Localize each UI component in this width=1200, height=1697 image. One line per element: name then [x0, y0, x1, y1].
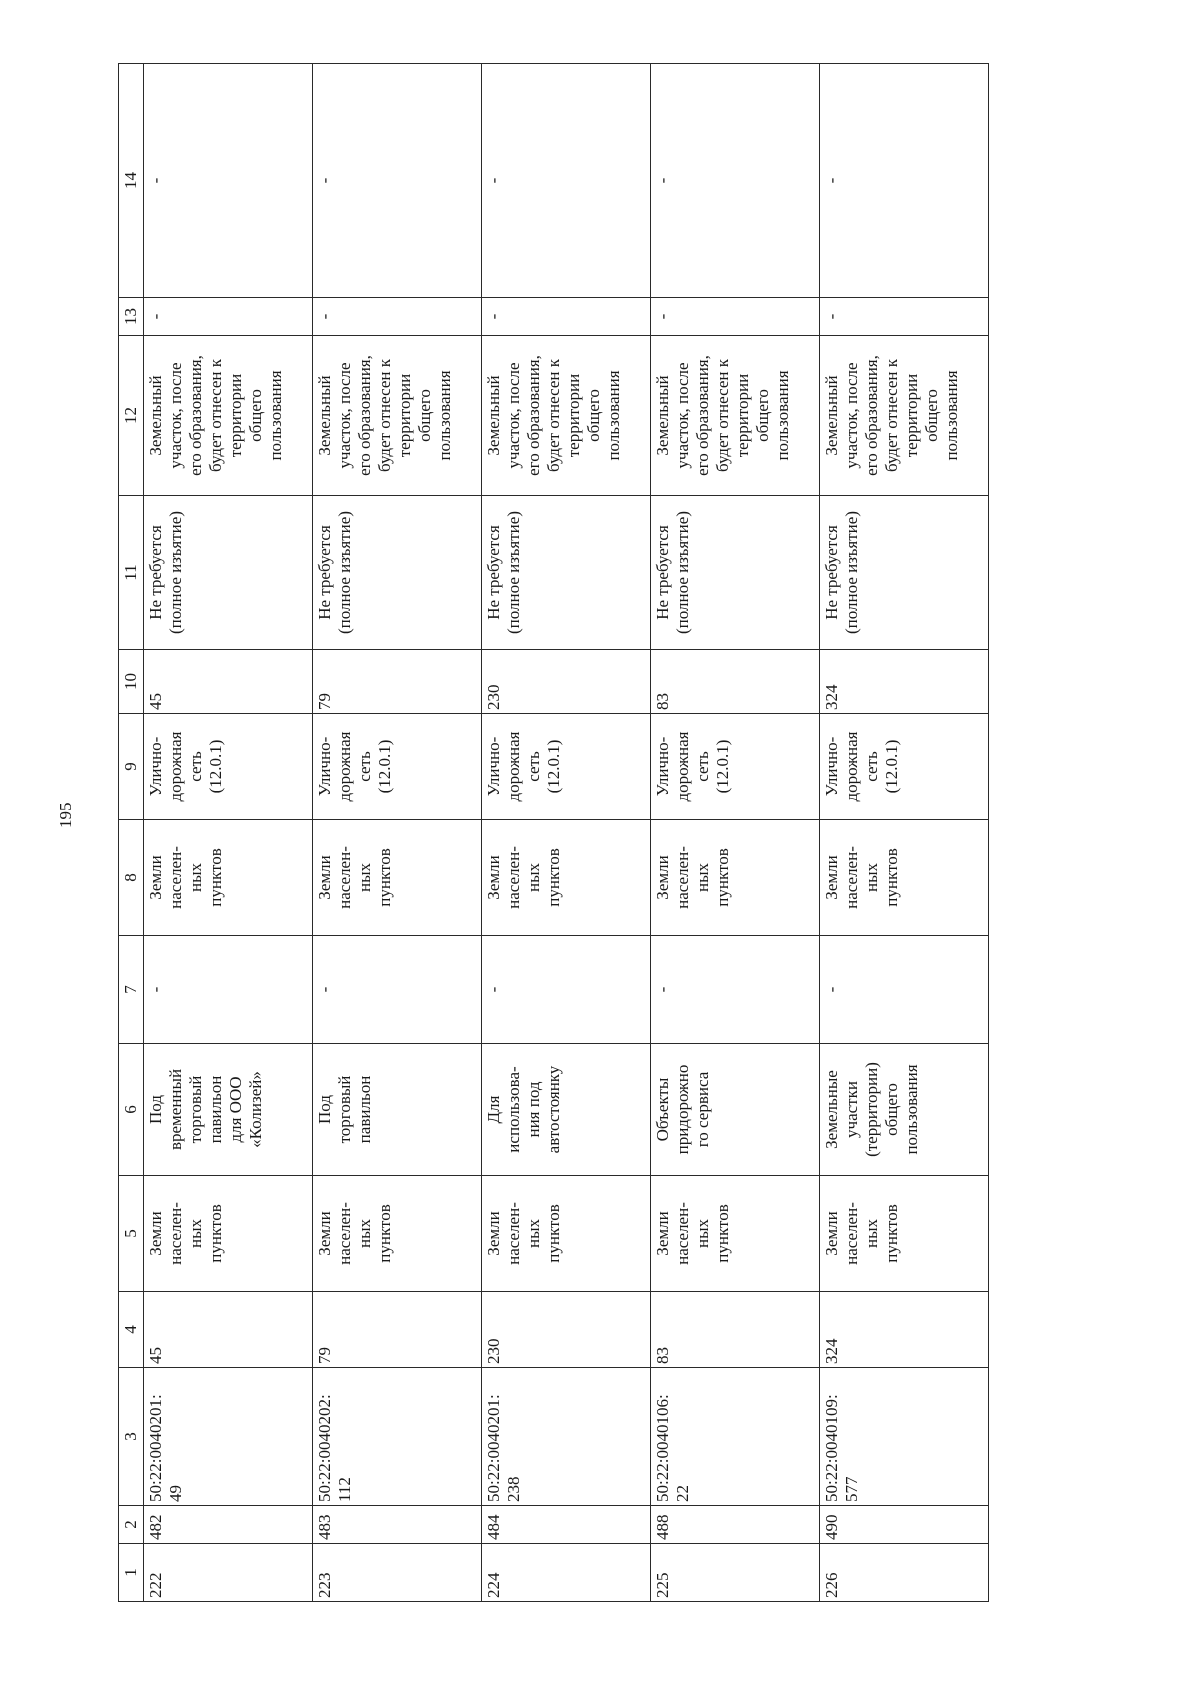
table-cell-col-12: Земельный участок, после его образования, будет отнесен к территории общего пользования — [313, 336, 482, 496]
table-cell-col-3: 50:22:0040109: 577 — [820, 1368, 989, 1506]
table-cell-col-8: Земли населен- ных пунктов — [482, 820, 651, 936]
table-cell-col-10: 324 — [820, 650, 989, 714]
table-cell-col-14: - — [313, 64, 482, 298]
column-header: 6 — [119, 1044, 144, 1176]
table-cell-col-6: Под временный торговый павильон для ООО «Колизей» — [144, 1044, 313, 1176]
table-cell-col-4: 83 — [651, 1292, 820, 1368]
column-header: 11 — [119, 496, 144, 650]
table-cell-col-2: 482 — [144, 1506, 313, 1544]
column-header: 3 — [119, 1368, 144, 1506]
column-header: 4 — [119, 1292, 144, 1368]
table-cell-col-8: Земли населен- ных пунктов — [144, 820, 313, 936]
table-cell-col-3: 50:22:0040201: 49 — [144, 1368, 313, 1506]
table-cell-col-5: Земли населен- ных пунктов — [482, 1176, 651, 1292]
table-cell-col-6: Объекты придорожно го сервиса — [651, 1044, 820, 1176]
table-cell-col-11: Не требуется (полное изъятие) — [144, 496, 313, 650]
table-cell-col-14: - — [651, 64, 820, 298]
table-cell-col-11: Не требуется (полное изъятие) — [482, 496, 651, 650]
table-cell-col-13: - — [144, 298, 313, 336]
table-cell-col-2: 488 — [651, 1506, 820, 1544]
table-cell-col-8: Земли населен- ных пунктов — [820, 820, 989, 936]
table-cell-col-13: - — [820, 298, 989, 336]
page-number: 195 — [56, 802, 75, 828]
table-row — [144, 64, 313, 1602]
table-cell-col-12: Земельный участок, после его образования, будет отнесен к территории общего пользования — [482, 336, 651, 496]
column-header: 5 — [119, 1176, 144, 1292]
table-cell-col-11: Не требуется (полное изъятие) — [651, 496, 820, 650]
table-cell-col-2: 490 — [820, 1506, 989, 1544]
table-cell-col-3: 50:22:0040106: 22 — [651, 1368, 820, 1506]
table-row — [482, 64, 651, 1602]
table-cell-col-2: 484 — [482, 1506, 651, 1544]
column-header: 12 — [119, 336, 144, 496]
table-cell-col-1: 226 — [820, 1544, 989, 1602]
table-cell-col-4: 324 — [820, 1292, 989, 1368]
table-cell-col-6: Для использова- ния под автостоянку — [482, 1044, 651, 1176]
table-cell-col-9: Улично- дорожная сеть (12.0.1) — [144, 714, 313, 820]
table-cell-col-7: - — [482, 936, 651, 1044]
table-row — [651, 64, 820, 1602]
table-cell-col-10: 83 — [651, 650, 820, 714]
table-cell-col-1: 222 — [144, 1544, 313, 1602]
table-cell-col-14: - — [820, 64, 989, 298]
table-cell-col-13: - — [313, 298, 482, 336]
table-cell-col-1: 224 — [482, 1544, 651, 1602]
table-cell-col-12: Земельный участок, после его образования, будет отнесен к территории общего пользования — [820, 336, 989, 496]
column-header: 1 — [119, 1544, 144, 1602]
column-number-row — [119, 64, 144, 1602]
table-cell-col-4: 45 — [144, 1292, 313, 1368]
land-plots-table-container — [118, 64, 963, 1602]
column-header: 8 — [119, 820, 144, 936]
table-cell-col-8: Земли населен- ных пунктов — [651, 820, 820, 936]
table-cell-col-4: 79 — [313, 1292, 482, 1368]
table-cell-col-9: Улично- дорожная сеть (12.0.1) — [482, 714, 651, 820]
table-cell-col-2: 483 — [313, 1506, 482, 1544]
table-cell-col-6: Земельные участки (территории) общего пользования — [820, 1044, 989, 1176]
table-cell-col-13: - — [482, 298, 651, 336]
table-cell-col-13: - — [651, 298, 820, 336]
table-cell-col-8: Земли населен- ных пунктов — [313, 820, 482, 936]
table-cell-col-1: 225 — [651, 1544, 820, 1602]
column-header: 13 — [119, 298, 144, 336]
column-header: 2 — [119, 1506, 144, 1544]
table-cell-col-10: 230 — [482, 650, 651, 714]
table-cell-col-7: - — [313, 936, 482, 1044]
column-header: 9 — [119, 714, 144, 820]
table-cell-col-1: 223 — [313, 1544, 482, 1602]
table-cell-col-5: Земли населен- ных пунктов — [144, 1176, 313, 1292]
table-row — [313, 64, 482, 1602]
table-cell-col-3: 50:22:0040201: 238 — [482, 1368, 651, 1506]
table-row — [820, 64, 989, 1602]
land-plots-table — [118, 63, 989, 1602]
table-cell-col-4: 230 — [482, 1292, 651, 1368]
table-cell-col-9: Улично- дорожная сеть (12.0.1) — [651, 714, 820, 820]
table-cell-col-5: Земли населен- ных пунктов — [820, 1176, 989, 1292]
table-cell-col-7: - — [651, 936, 820, 1044]
table-cell-col-5: Земли населен- ных пунктов — [313, 1176, 482, 1292]
table-cell-col-7: - — [144, 936, 313, 1044]
table-cell-col-12: Земельный участок, после его образования, будет отнесен к территории общего пользования — [144, 336, 313, 496]
column-header: 14 — [119, 64, 144, 298]
table-cell-col-9: Улично- дорожная сеть (12.0.1) — [820, 714, 989, 820]
table-cell-col-12: Земельный участок, после его образования, будет отнесен к территории общего пользования — [651, 336, 820, 496]
table-cell-col-10: 79 — [313, 650, 482, 714]
table-cell-col-11: Не требуется (полное изъятие) — [820, 496, 989, 650]
table-cell-col-5: Земли населен- ных пунктов — [651, 1176, 820, 1292]
table-cell-col-9: Улично- дорожная сеть (12.0.1) — [313, 714, 482, 820]
table-cell-col-7: - — [820, 936, 989, 1044]
table-cell-col-14: - — [482, 64, 651, 298]
table-cell-col-6: Под торговый павильон — [313, 1044, 482, 1176]
table-cell-col-11: Не требуется (полное изъятие) — [313, 496, 482, 650]
table-cell-col-14: - — [144, 64, 313, 298]
table-cell-col-10: 45 — [144, 650, 313, 714]
column-header: 7 — [119, 936, 144, 1044]
column-header: 10 — [119, 650, 144, 714]
table-cell-col-3: 50:22:0040202: 112 — [313, 1368, 482, 1506]
table-body — [144, 64, 989, 1602]
